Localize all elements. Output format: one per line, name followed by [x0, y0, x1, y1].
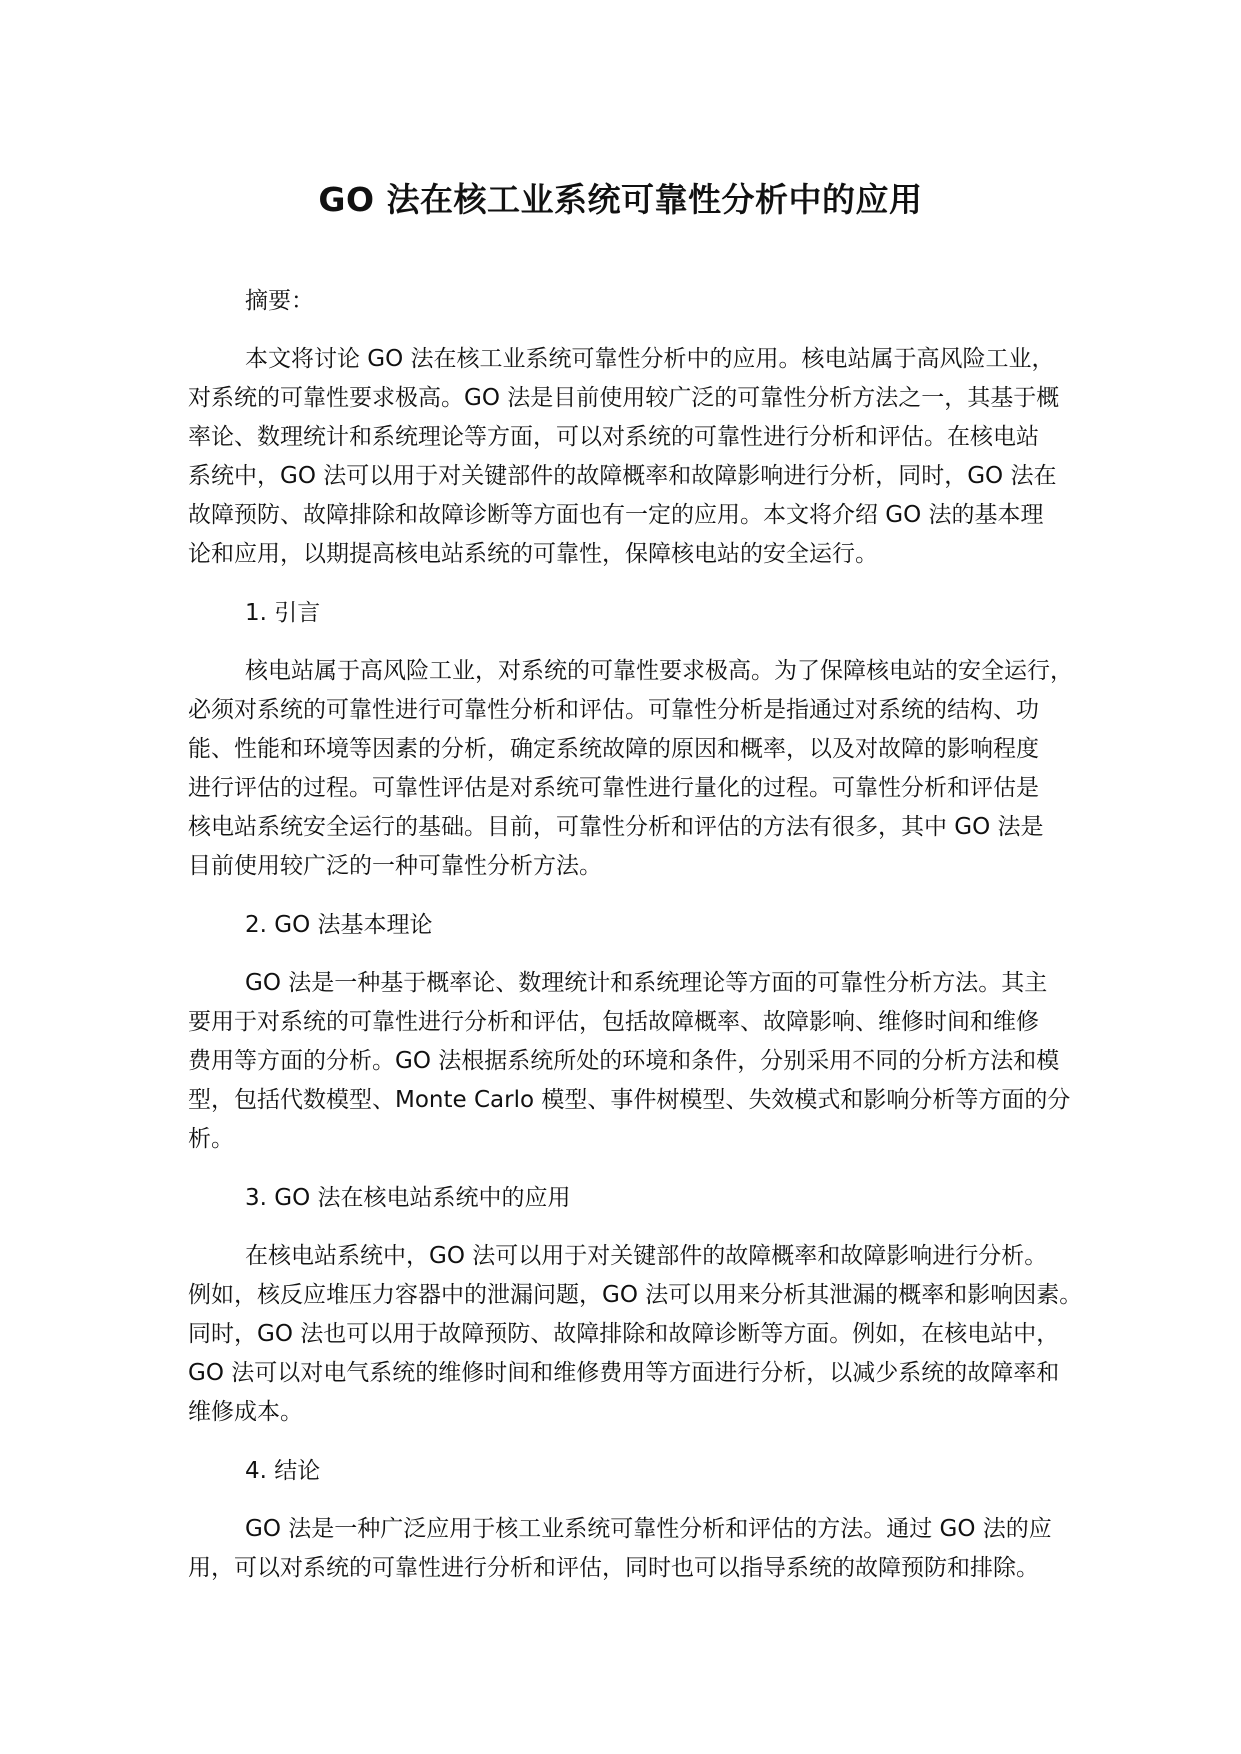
text-line: 系统中，GO 法可以用于对关键部件的故障概率和故障影响进行分析，同时，GO 法在	[188, 463, 1057, 489]
text-line: GO 法是一种基于概率论、数理统计和系统理论等方面的可靠性分析方法。其主	[245, 970, 1048, 996]
section-paragraph-introduction	[188, 652, 1078, 886]
section-heading-introduction: 1. 引言	[245, 600, 321, 626]
text-line: 维修成本。	[188, 1399, 303, 1425]
text-line: GO 法可以对电气系统的维修时间和维修费用等方面进行分析，以减少系统的故障率和	[188, 1360, 1060, 1386]
section-heading-application: 3. GO 法在核电站系统中的应用	[245, 1185, 571, 1211]
text-line: 必须对系统的可靠性进行可靠性分析和评估。可靠性分析是指通过对系统的结构、功	[188, 697, 1039, 723]
text-line: 进行评估的过程。可靠性评估是对系统可靠性进行量化的过程。可靠性分析和评估是	[188, 775, 1039, 801]
text-line: 在核电站系统中，GO 法可以用于对关键部件的故障概率和故障影响进行分析。	[245, 1243, 1048, 1269]
text-line: 本文将讨论 GO 法在核工业系统可靠性分析中的应用。核电站属于高风险工业，	[245, 346, 1055, 372]
text-line: 核电站属于高风险工业，对系统的可靠性要求极高。为了保障核电站的安全运行，	[245, 658, 1073, 684]
text-line: 费用等方面的分析。GO 法根据系统所处的环境和条件，分别采用不同的分析方法和模	[188, 1048, 1060, 1074]
section-heading-theory: 2. GO 法基本理论	[245, 912, 433, 938]
section-paragraph-application	[188, 1237, 1083, 1432]
text-line: 故障预防、故障排除和故障诊断等方面也有一定的应用。本文将介绍 GO 法的基本理	[188, 502, 1044, 528]
text-line: 型，包括代数模型、Monte Carlo 模型、事件树模型、失效模式和影响分析等方面的分	[188, 1087, 1071, 1113]
section-paragraph-theory	[188, 964, 1078, 1159]
abstract-paragraph	[188, 340, 1078, 574]
text-line: 论和应用，以期提高核电站系统的可靠性，保障核电站的安全运行。	[188, 541, 878, 567]
text-line: 要用于对系统的可靠性进行分析和评估，包括故障概率、故障影响、维修时间和维修	[188, 1009, 1039, 1035]
text-line: 核电站系统安全运行的基础。目前，可靠性分析和评估的方法有很多，其中 GO 法是	[188, 814, 1044, 840]
text-line: 同时，GO 法也可以用于故障预防、故障排除和故障诊断等方面。例如，在核电站中，	[188, 1321, 1060, 1347]
abstract-label: 摘要：	[245, 288, 314, 314]
text-line: 能、性能和环境等因素的分析，确定系统故障的原因和概率，以及对故障的影响程度	[188, 736, 1039, 762]
text-line: 目前使用较广泛的一种可靠性分析方法。	[188, 853, 602, 879]
text-line: 用，可以对系统的可靠性进行分析和评估，同时也可以指导系统的故障预防和排除。	[188, 1555, 1039, 1581]
text-line: 率论、数理统计和系统理论等方面，可以对系统的可靠性进行分析和评估。在核电站	[188, 424, 1039, 450]
document-body	[188, 282, 1083, 1608]
text-line: 析。	[188, 1126, 234, 1152]
text-line: 例如，核反应堆压力容器中的泄漏问题，GO 法可以用来分析其泄漏的概率和影响因素。	[188, 1282, 1083, 1308]
text-line: GO 法是一种广泛应用于核工业系统可靠性分析和评估的方法。通过 GO 法的应	[245, 1516, 1052, 1542]
document-title: GO 法在核工业系统可靠性分析中的应用	[318, 180, 923, 219]
text-line: 对系统的可靠性要求极高。GO 法是目前使用较广泛的可靠性分析方法之一，其基于概	[188, 385, 1060, 411]
section-heading-conclusion: 4. 结论	[245, 1458, 321, 1484]
section-paragraph-conclusion	[188, 1510, 1078, 1588]
